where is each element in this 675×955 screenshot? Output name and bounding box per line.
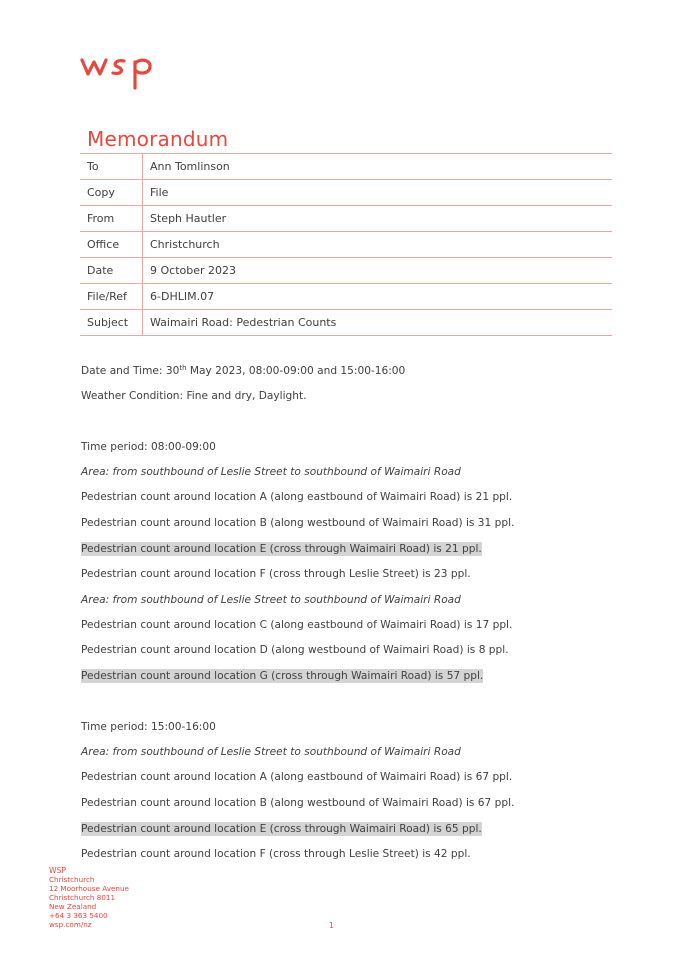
memo-row-subject (80, 310, 612, 336)
period1-count-b: Pedestrian count around location B (along westbound of Waimairi Road) is 31 ppl. (81, 517, 515, 529)
footer-postcode: Christchurch 8011 (49, 893, 116, 902)
period1-count-g (81, 669, 483, 683)
footer-phone: +64 3 363 5400 (49, 911, 108, 920)
date-time-line (81, 364, 405, 378)
page-number: 1 (329, 921, 334, 930)
period2-count-e (81, 822, 482, 836)
memo-row-to (80, 154, 612, 180)
date-time-suffix: May 2023, 08:00-09:00 and 15:00-16:00 (186, 365, 406, 377)
footer-country: New Zealand (49, 902, 97, 911)
wsp-logo (80, 52, 156, 92)
footer-web: wsp.com/nz (49, 920, 92, 929)
period2-count-b: Pedestrian count around location B (along westbound of Waimairi Road) is 67 ppl. (81, 797, 515, 809)
highlighted-count: Pedestrian count around location E (cross through Waimairi Road) is 65 ppl. (81, 823, 482, 835)
field-value: 9 October 2023 (143, 258, 613, 284)
field-value: Ann Tomlinson (143, 154, 613, 180)
field-label: Subject (80, 310, 143, 336)
footer-city: Christchurch (49, 875, 95, 884)
field-label: From (80, 206, 143, 232)
period1-count-c: Pedestrian count around location C (along eastbound of Waimairi Road) is 17 ppl. (81, 619, 513, 631)
field-value: Christchurch (143, 232, 613, 258)
memo-row-from (80, 206, 612, 232)
footer-street: 12 Moorhouse Avenue (49, 884, 129, 893)
highlighted-count: Pedestrian count around location E (cross through Waimairi Road) is 21 ppl. (81, 543, 482, 555)
weather-line: Weather Condition: Fine and dry, Daylight. (81, 390, 307, 402)
highlighted-count: Pedestrian count around location G (cross through Waimairi Road) is 57 ppl. (81, 670, 484, 682)
period2-count-a: Pedestrian count around location A (along eastbound of Waimairi Road) is 67 ppl. (81, 771, 513, 783)
period2-heading: Time period: 15:00-16:00 (81, 721, 216, 733)
date-ordinal: th (179, 364, 187, 372)
memo-row-office (80, 232, 612, 258)
field-label: To (80, 154, 143, 180)
field-value: 6-DHLIM.07 (143, 284, 613, 310)
period1-count-e (81, 542, 482, 556)
period1-heading: Time period: 08:00-09:00 (81, 441, 216, 453)
field-label: Date (80, 258, 143, 284)
field-label: File/Ref (80, 284, 143, 310)
period1-count-f: Pedestrian count around location F (cross through Leslie Street) is 23 ppl. (81, 568, 471, 580)
footer-address (49, 866, 129, 929)
field-value: File (143, 180, 613, 206)
memo-row-date (80, 258, 612, 284)
period1-count-d: Pedestrian count around location D (along westbound of Waimairi Road) is 8 ppl. (81, 644, 509, 656)
memo-row-copy (80, 180, 612, 206)
footer-company: WSP (49, 866, 66, 875)
field-label: Copy (80, 180, 143, 206)
field-label: Office (80, 232, 143, 258)
date-time-prefix: Date and Time: 30 (81, 365, 180, 377)
field-value: Waimairi Road: Pedestrian Counts (143, 310, 613, 336)
memo-title: Memorandum (87, 127, 229, 151)
period1-area-1: Area: from southbound of Leslie Street to southbound of Waimairi Road (81, 466, 461, 478)
memo-row-file-ref (80, 284, 612, 310)
period1-count-a: Pedestrian count around location A (along eastbound of Waimairi Road) is 21 ppl. (81, 491, 513, 503)
memo-details-table (80, 153, 612, 336)
period1-area-2: Area: from southbound of Leslie Street to southbound of Waimairi Road (81, 594, 461, 606)
period2-count-f: Pedestrian count around location F (cross through Leslie Street) is 42 ppl. (81, 848, 471, 860)
period2-area-1: Area: from southbound of Leslie Street to southbound of Waimairi Road (81, 746, 461, 758)
field-value: Steph Hautler (143, 206, 613, 232)
